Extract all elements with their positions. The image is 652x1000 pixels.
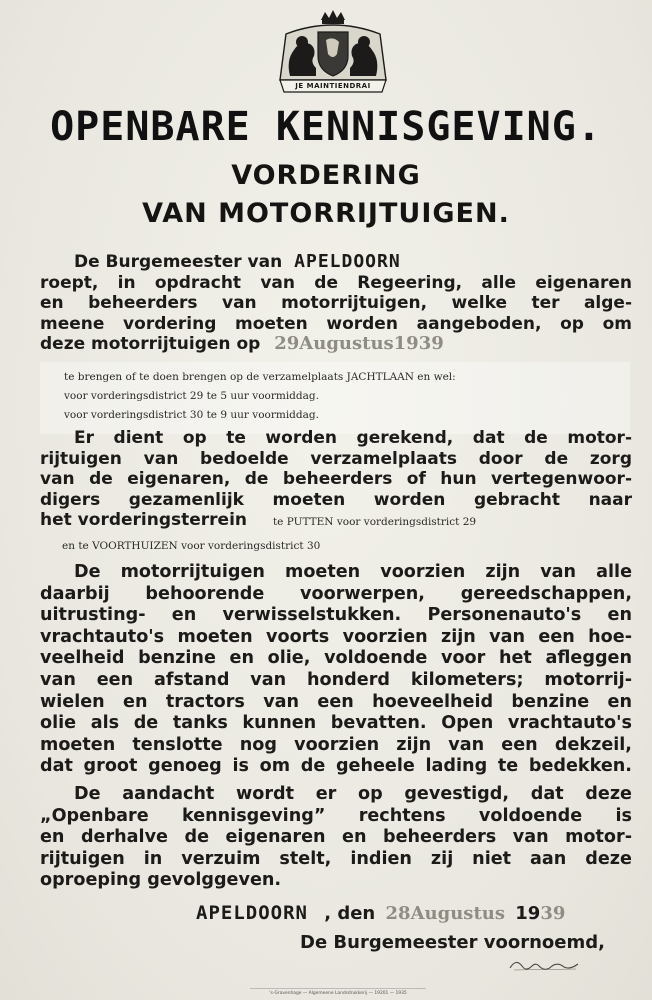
paragraph-2-line-2: rijtuigen van bedoelde verzamelplaats door de zorg xyxy=(40,448,632,469)
paragraph-2-line-4: digers gezamenlijk moeten worden gebracht naar xyxy=(40,489,632,510)
paragraph-3-line: De motorrijtuigen moeten voorzien zijn van alle xyxy=(74,562,632,582)
paragraph-1 xyxy=(40,252,632,355)
signature-date-stamp: 28Augustus xyxy=(385,903,505,924)
den-label: , den xyxy=(324,903,376,924)
paragraph-3-line: moeten tenslotte nog voorzien zijn van een dekzeil, xyxy=(40,734,632,755)
paragraph-4-line: oproeping gevolggeven. xyxy=(40,870,282,891)
paragraph-3-line: olie als de tanks kunnen bevatten. Open vrachtauto's xyxy=(40,713,632,734)
paragraph-2 xyxy=(40,428,632,531)
paragraph-3-line: daarbij behoorende voorwerpen, gereedschappen, xyxy=(40,583,632,604)
signature-town-stamp: APELDOORN xyxy=(196,902,308,924)
paragraph-3-line: veelheid benzine en olie, voldoende voor het afleggen xyxy=(40,648,632,669)
text: deze motorrijtuigen op xyxy=(40,334,261,354)
destination-insert-1: te PUTTEN voor vorderingsdistrict 29 xyxy=(272,516,477,528)
paragraph-4-line: en derhalve de eigenaren en beheerders van motor- xyxy=(40,827,632,848)
paragraph-3-line: vrachtauto's moeten voorts voorzien zijn van een hoe- xyxy=(40,626,632,647)
handwritten-signature-icon xyxy=(506,954,582,978)
insert-line-3: voor vorderingsdistrict 30 te 9 uur voormiddag. xyxy=(64,409,319,421)
paragraph-3 xyxy=(40,562,632,778)
subtitle-line-2: VAN MOTORRIJTUIGEN. xyxy=(142,198,510,229)
closing-line: De Burgemeester voornoemd, xyxy=(300,932,605,953)
page-title: OPENBARE KENNISGEVING. xyxy=(50,104,602,150)
paragraph-1-line-3: en beheerders van motorrijtuigen, welke ter alge- xyxy=(40,293,632,313)
paragraph-4-line: „Openbare kennisgeving” rechtens voldoende is xyxy=(40,805,632,826)
year-suffix-stamp: 39 xyxy=(540,903,566,924)
paragraph-4 xyxy=(40,784,632,892)
printer-imprint: 's-Gravenhage — Algemeene Landsdrukkerij — 19201 — 1935 xyxy=(250,988,426,999)
crest-motto: JE MAINTIENDRAI xyxy=(295,82,371,90)
year-prefix: 19 xyxy=(515,903,541,924)
insert-line-1: te brengen of te doen brengen op de verzamelplaats JACHTLAAN en wel: xyxy=(64,371,456,383)
paragraph-4-line: rijtuigen in verzuim stelt, indien zij niet aan deze xyxy=(40,848,632,869)
text: het vorderingsterrein xyxy=(40,510,248,530)
paragraph-1-line-5 xyxy=(40,334,632,355)
paragraph-1-line-2: roept, in opdracht van de Regeering, alle eigenaren xyxy=(40,272,632,293)
paragraph-1-line-4: meene vordering moeten worden aangeboden, op om xyxy=(40,313,632,334)
paragraph-3-line: uitrusting- en verwisselstukken. Personenauto's en xyxy=(40,605,632,626)
municipality-stamp: APELDOORN xyxy=(294,251,401,272)
paragraph-3-line: van een afstand van honderd kilometers; motorrij- xyxy=(40,669,632,690)
paragraph-1-line-1 xyxy=(40,252,632,273)
paragraph-2-line-1: Er dient op te worden gerekend, dat de motor- xyxy=(74,428,632,448)
text: De Burgemeester van xyxy=(74,252,283,272)
paragraph-3-line: wielen en tractors van een hoeveelheid benzine en xyxy=(40,691,632,712)
subtitle-line-1: VORDERING xyxy=(231,160,421,191)
place-date-line xyxy=(196,902,636,928)
paragraph-2-line-5 xyxy=(40,510,632,531)
paragraph-3-line: dat groot genoeg is om de geheele lading te bedekken. xyxy=(40,756,632,777)
destination-insert-2: en te VOORTHUIZEN voor vorderingsdistrict 30 xyxy=(62,540,321,552)
paragraph-4-line: De aandacht wordt er op gevestigd, dat deze xyxy=(74,784,632,804)
insert-slip-1 xyxy=(40,362,630,434)
date-stamp: 29Augustus1939 xyxy=(274,333,444,354)
paragraph-2-line-3: van de eigenaren, de beheerders of hun vertegenwoor- xyxy=(40,469,632,489)
insert-line-2: voor vorderingsdistrict 29 te 5 uur voormiddag. xyxy=(64,390,319,402)
